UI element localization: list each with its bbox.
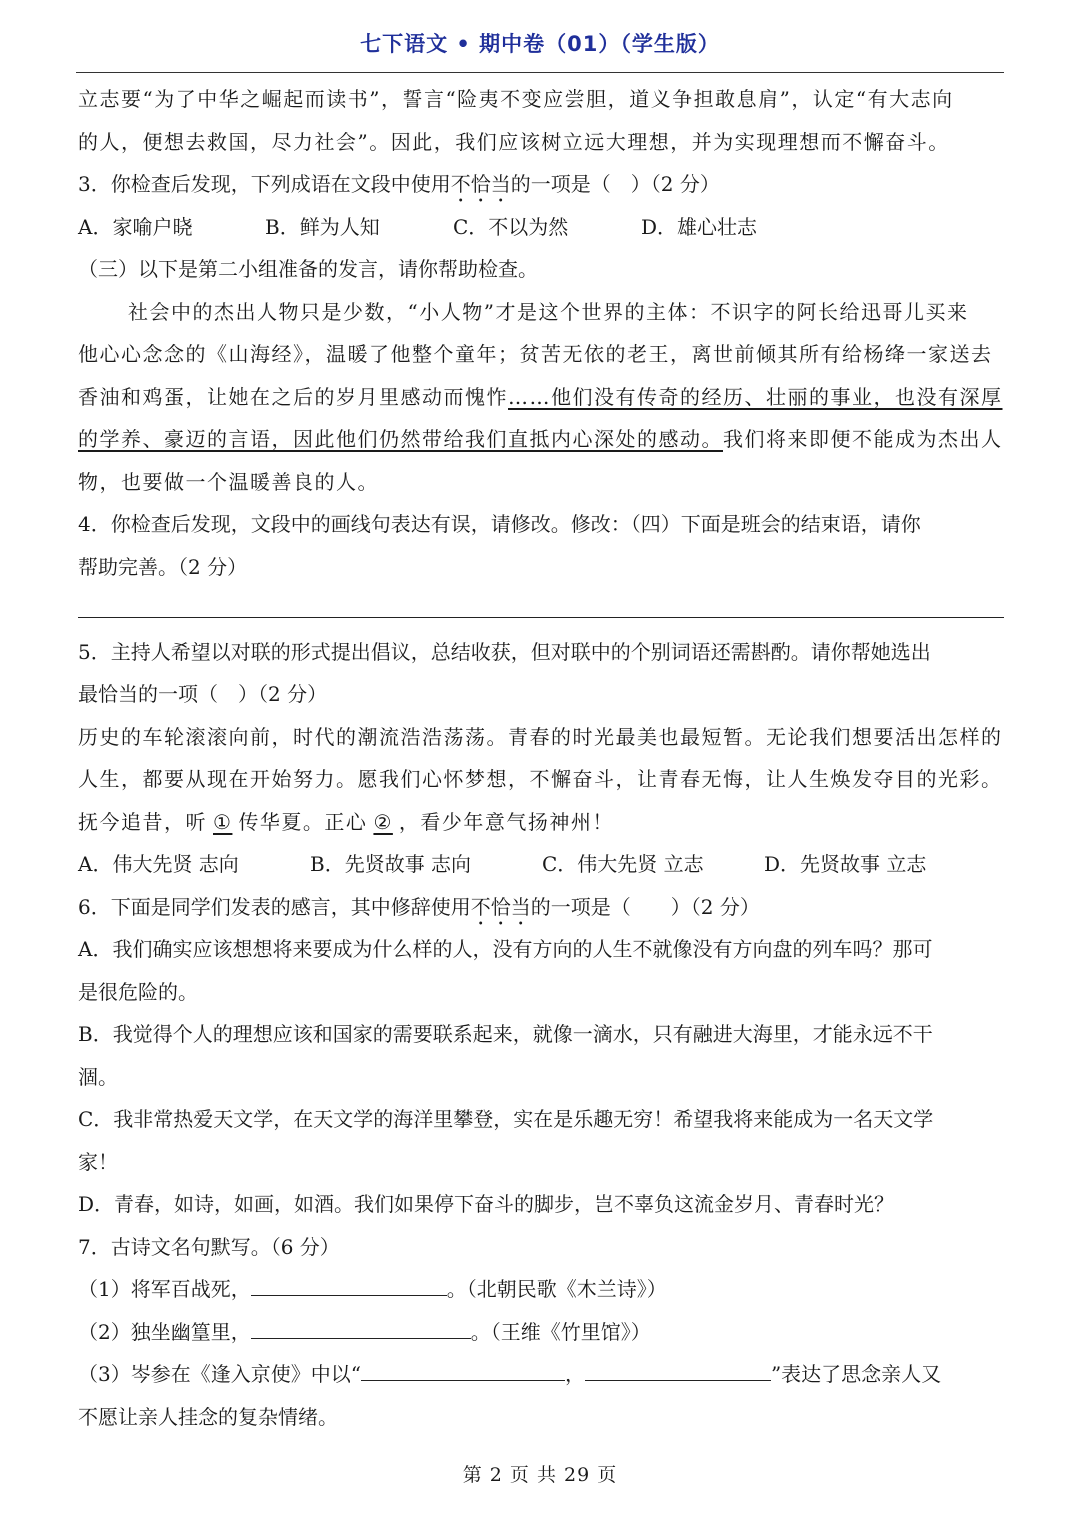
- option-d: D．青春，如诗，如画，如酒。我们如果停下奋斗的脚步，岂不辜负这流金岁月、青春时光？: [78, 1192, 895, 1216]
- question-7-item-3-cont: 不愿让亲人挂念的复杂情绪。: [78, 1404, 338, 1429]
- option-a: A．我们确实应该想想将来要成为什么样的人，没有方向的人生不就像没有方向盘的列车吗？那可: [78, 937, 933, 961]
- page-number: 第 2 页 共 29 页: [462, 1464, 618, 1486]
- question-5-stem: 最恰当的一项（ ）（2 分）: [78, 682, 328, 706]
- question-7-item-3: （3）岑参在《逢入京使》中以“ ， ”表达了思念亲人又: [78, 1353, 1004, 1396]
- option-d: D．先贤故事 立志: [764, 852, 927, 876]
- question-3-options: [78, 206, 1004, 249]
- option-b: 涸。: [78, 1064, 118, 1089]
- option-c: C．不以为然: [453, 214, 569, 239]
- underlined-sentence: ……他们没有传奇的经历、壮丽的事业，也没有深厚: [508, 384, 1003, 409]
- question-6-stem: 6．下面是同学们发表的感言，其中修辞使用不恰当的一项是（ ）（2 分）: [78, 894, 760, 919]
- passage-line: 社会中的杰出人物只是少数，“小人物”才是这个世界的主体：不识字的阿长给迅哥儿买来: [128, 299, 969, 324]
- emphasis-text: 不恰当: [450, 172, 511, 196]
- text-line: 立志要“为了中华之崛起而读书”，誓言“险夷不变应尝胆，道义争担敢息肩”，认定“有大志向: [78, 87, 954, 111]
- question-5-options: [78, 843, 1004, 886]
- option-b: B．我觉得个人的理想应该和国家的需要联系起来，就像一滴水，只有融进大海里，才能永远不干: [78, 1022, 933, 1046]
- page-header-title: 七下语文 • 期中卷（01）（学生版）: [360, 32, 720, 56]
- answer-blank[interactable]: [361, 1356, 565, 1381]
- question-3-stem: 3．你检查后发现，下列成语在文段中使用不恰当的一项是（ ）（2 分）: [78, 172, 720, 196]
- answer-blank[interactable]: [251, 1271, 447, 1296]
- question-7-item-2: （2）独坐幽篁里， 。（王维《竹里馆》）: [78, 1311, 1004, 1354]
- answer-line[interactable]: [78, 617, 1004, 618]
- answer-blank[interactable]: [251, 1314, 471, 1339]
- section-3-title: （三）以下是第二小组准备的发言，请你帮助检查。: [78, 257, 538, 281]
- option-a: 是很危险的。: [78, 979, 198, 1004]
- passage-line: 人生，都要从现在开始努力。愿我们心怀梦想，不懈奋斗，让青春无悔，让人生焕发夺目的光彩。: [78, 767, 1003, 791]
- question-4-stem: 4．你检查后发现，文段中的画线句表达有误，请修改。修改：（四）下面是班会的结束语，请你: [78, 512, 921, 536]
- question-7-item-1: （1）将军百战死， 。（北朝民歌《木兰诗》）: [78, 1268, 1004, 1311]
- header-divider: [76, 72, 1004, 73]
- passage-line: 香油和鸡蛋，让她在之后的岁月里感动而愧怍……他们没有传奇的经历、壮丽的事业，也没有深厚: [78, 384, 1003, 409]
- question-4-stem: 帮助完善。（2 分）: [78, 554, 248, 579]
- question-7-title: 7．古诗文名句默写。（6 分）: [78, 1234, 340, 1259]
- passage-line: 历史的车轮滚滚向前，时代的潮流浩浩荡荡。青春的时光最美也最短暂。无论我们想要活出怎样的: [78, 724, 1003, 749]
- emphasis-text: 不恰当: [470, 894, 531, 919]
- option-a: A．家喻户晓: [78, 214, 193, 239]
- option-b: B．先贤故事 志向: [310, 852, 472, 876]
- option-c: C．伟大先贤 立志: [542, 852, 704, 876]
- option-d: D．雄心壮志: [641, 214, 758, 239]
- passage-line: 他心心念念的《山海经》，温暖了他整个童年；贫苦无依的老王，离世前倾其所有给杨绛一家送去: [78, 342, 993, 366]
- answer-blank[interactable]: [585, 1356, 771, 1381]
- passage-line: 的学养、豪迈的言语，因此他们仍然带给我们直抵内心深处的感动。我们将来即便不能成为杰出人: [78, 427, 1003, 451]
- passage-line: 物，也要做一个温暖善良的人。: [78, 469, 379, 494]
- option-a: A．伟大先贤 志向: [78, 852, 239, 876]
- text-line: 的人，便想去救国，尽力社会”。因此，我们应该树立远大理想，并为实现理想而不懈奋斗。: [78, 129, 950, 154]
- option-c: 家！: [78, 1149, 118, 1174]
- couplet-line: 抚今追昔，听 ① 传华夏。正心 ② ，看少年意气扬神州！: [78, 809, 614, 834]
- option-c: C．我非常热爱天文学，在天文学的海洋里攀登，实在是乐趣无穷！希望我将来能成为一名天文学: [78, 1107, 934, 1131]
- option-b: B．鲜为人知: [265, 214, 380, 239]
- page-content: [78, 78, 1004, 1438]
- underlined-sentence: 的学养、豪迈的言语，因此他们仍然带给我们直抵内心深处的感动。: [78, 427, 723, 451]
- blank-2: ②: [373, 809, 393, 834]
- blank-1: ①: [213, 809, 233, 834]
- question-5-stem: 5．主持人希望以对联的形式提出倡议，总结收获，但对联中的个别词语还需斟酌。请你帮她选出: [78, 639, 931, 664]
